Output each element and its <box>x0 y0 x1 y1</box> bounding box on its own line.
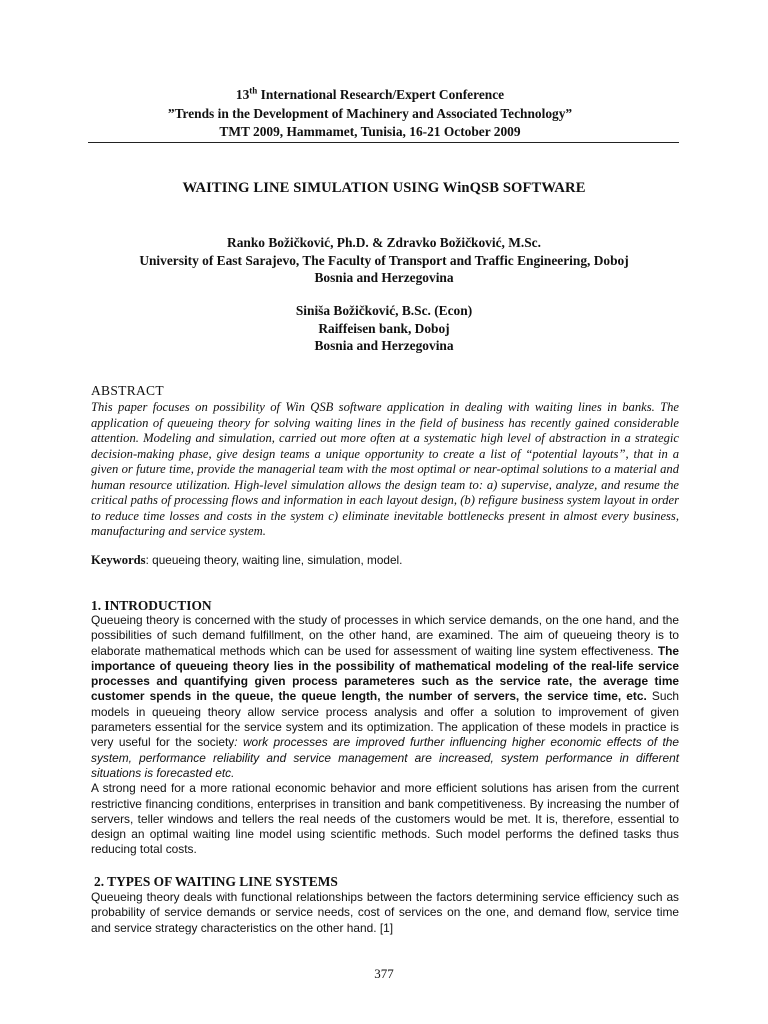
conference-name: International Research/Expert Conference <box>257 87 505 102</box>
paper-title: WAITING LINE SIMULATION USING WinQSB SOFTWARE <box>182 180 586 196</box>
text-run: Queueing theory is concerned with the study of processes in which service demands, on the one hand, and the possibilities of such demand fulfillment, on the other hand, are examined. The aim of queueing theory is to elaborate mathematical methods which can be used for assessment of waiting line system effectiveness. <box>91 613 679 658</box>
author-country: Bosnia and Herzegovina <box>314 270 454 285</box>
page-number: 377 <box>374 966 394 981</box>
author-affiliation: Raiffeisen bank, Doboj <box>318 320 450 336</box>
section-body-introduction <box>91 613 679 858</box>
conference-line-3: TMT 2009, Hammamet, Tunisia, 16-21 October 2009 <box>219 124 521 139</box>
author-block-2 <box>60 302 708 355</box>
author-block-1 <box>60 234 708 287</box>
text-run-italic: : work processes are improved further influencing higher economic effects of the system, performance reliability and service management are increased, system performance in different situations is forecasted etc. <box>91 735 679 780</box>
text-run-bold: The importance of queueing theory lies in the possibility of mathematical modeling of the real-life service processes and quantifying given process parameteres such as the service rate, the average time customer spends in the queue, the queue length, the number of servers, the service time, etc. <box>91 643 679 704</box>
section-body-types <box>91 890 679 936</box>
author-names: Siniša Božičković, B.Sc. (Econ) <box>295 303 473 318</box>
paragraph: Queueing theory deals with functional relationships between the factors determining service efficiency such as probability of service demands or service needs, cost of services on the one, and demand flow, service time and service strategy characteristics on the other hand. [1] <box>91 890 679 935</box>
author-country: Bosnia and Herzegovina <box>314 338 454 353</box>
text-run: Such models in queueing theory allow service process analysis and offer a solution to improvement of given parameters essential for the service system and its optimization. The application of these models in practice is very useful for the society <box>91 689 679 750</box>
conference-line-2: ”Trends in the Development of Machinery and Associated Technology” <box>167 105 573 121</box>
header-rule <box>88 142 679 143</box>
conference-header <box>60 86 680 142</box>
paragraph <box>91 613 679 781</box>
section-heading-types: 2. TYPES OF WAITING LINE SYSTEMS <box>94 874 338 889</box>
abstract-text: This paper focuses on possibility of Win QSB software application in dealing with waiting lines in banks. The application of queueing theory for solving waiting lines in the field of business has recently gained considerable attention. Modeling and simulation, carried out more often at a systematic high level of abstraction in a strategic decision-making phase, give design teams a unique opportunity to create a list of “potential layouts”, that in a given or future time, provide the managerial team with the most optimal or near-optimal solutions to a material and human resource utilization. High-level simulation allows the design team to: a) supervise, analyze, and resume the critical paths of processing flows and information in each layout design, (b) refigure business system layout in order to reduce time losses and costs in the system c) eliminate inevitable bottlenecks present in almost every business, manufacturing and service system. <box>91 400 679 538</box>
section-heading-introduction: 1. INTRODUCTION <box>91 598 212 613</box>
keywords-label: Keywords <box>91 553 146 567</box>
keywords <box>91 553 679 568</box>
author-names: Ranko Božičković, Ph.D. & Zdravko Božičković, M.Sc. <box>227 235 541 250</box>
conference-line-1 <box>60 86 680 105</box>
author-affiliation: University of East Sarajevo, The Faculty of Transport and Traffic Engineering, Doboj <box>139 252 629 268</box>
conference-ordinal: th <box>249 85 258 96</box>
conference-number: 13 <box>235 87 250 102</box>
keywords-value: : queueing theory, waiting line, simulation, model. <box>145 553 403 567</box>
abstract-heading: ABSTRACT <box>91 383 164 398</box>
paragraph: A strong need for a more rational economic behavior and more efficient solutions has arisen from the current restrictive financing conditions, enterprises in transition and bank competitiveness. By increasing the number of servers, teller windows and tellers the real needs of the customers would be met. It is, therefore, essential to design an optimal waiting line model using scientific methods. Such model performs the defined tasks thus reducing total costs. <box>91 781 679 857</box>
